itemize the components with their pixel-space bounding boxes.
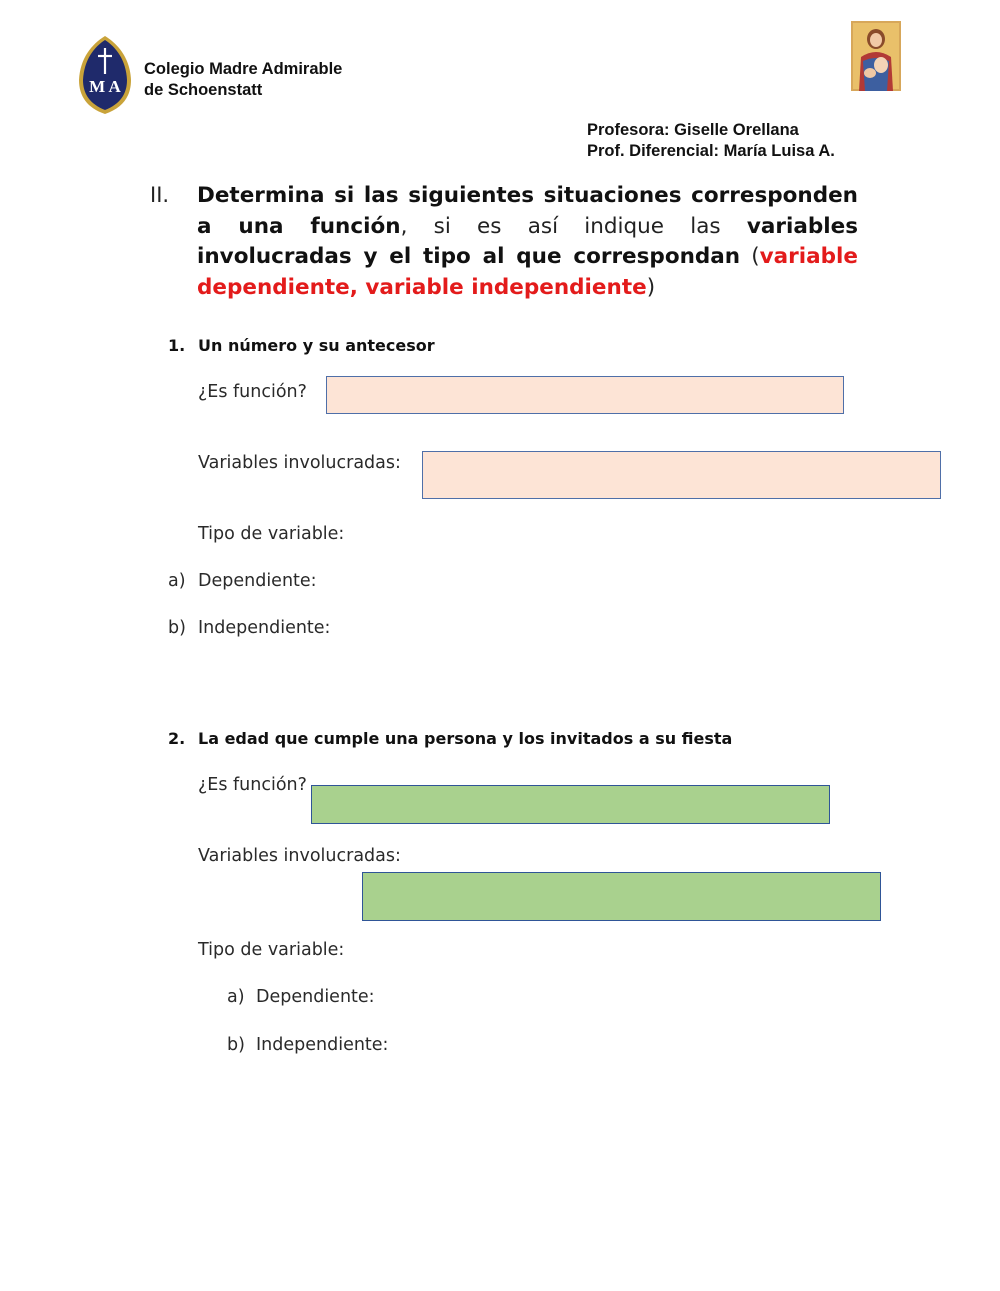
question-2-tipo-label: Tipo de variable: (198, 940, 345, 960)
instructions-part3: variables involucradas y el tipo al que correspondan (197, 213, 858, 269)
question-1-variables-input[interactable] (422, 451, 941, 499)
question-1-dependiente-label: Dependiente: (198, 571, 317, 591)
question-2-variables-input[interactable] (362, 872, 881, 921)
instructions-text (197, 181, 858, 303)
instructions-part1: Determina si las siguientes situaciones corresponden a una función (197, 183, 858, 239)
question-2-independiente-label: Independiente: (256, 1035, 389, 1055)
question-1-variables-label: Variables involucradas: (198, 453, 401, 473)
question-2-a-marker: a) (227, 987, 245, 1007)
section-number: II. (150, 183, 170, 207)
school-name (144, 59, 342, 101)
question-1-es-funcion-label: ¿Es función? (198, 382, 307, 402)
teacher-name: Profesora: Giselle Orellana (587, 121, 799, 139)
school-name-line1: Colegio Madre Admirable (144, 60, 343, 78)
instructions-part5: variable dependiente, variable independiente (197, 244, 858, 300)
instructions-part4: ( (740, 244, 760, 269)
question-2-variables-label: Variables involucradas: (198, 846, 401, 866)
question-1-a-marker: a) (168, 571, 186, 591)
question-1-tipo-label: Tipo de variable: (198, 524, 345, 544)
question-2-es-funcion-input[interactable] (311, 785, 830, 824)
instructions-part2: , si es así indique las (400, 213, 747, 239)
question-1-number: 1. (168, 336, 186, 355)
question-1-title: Un número y su antecesor (198, 336, 435, 355)
question-1-b-marker: b) (168, 618, 186, 638)
svg-text:M A: M A (89, 77, 121, 96)
question-2-title: La edad que cumple una persona y los invitados a su fiesta (198, 729, 733, 748)
question-2-number: 2. (168, 729, 186, 748)
question-1-independiente-label: Independiente: (198, 618, 331, 638)
question-2-dependiente-label: Dependiente: (256, 987, 375, 1007)
question-2-b-marker: b) (227, 1035, 245, 1055)
question-2-es-funcion-label: ¿Es función? (198, 775, 307, 795)
instructions-part6: ) (646, 274, 656, 300)
question-1-es-funcion-input[interactable] (326, 376, 844, 414)
school-crest-icon (76, 34, 134, 116)
school-name-line2: de Schoenstatt (144, 81, 263, 99)
staff-info (587, 120, 835, 162)
virgin-and-child-picture (851, 21, 901, 91)
differential-teacher-name: Prof. Diferencial: María Luisa A. (587, 142, 835, 160)
